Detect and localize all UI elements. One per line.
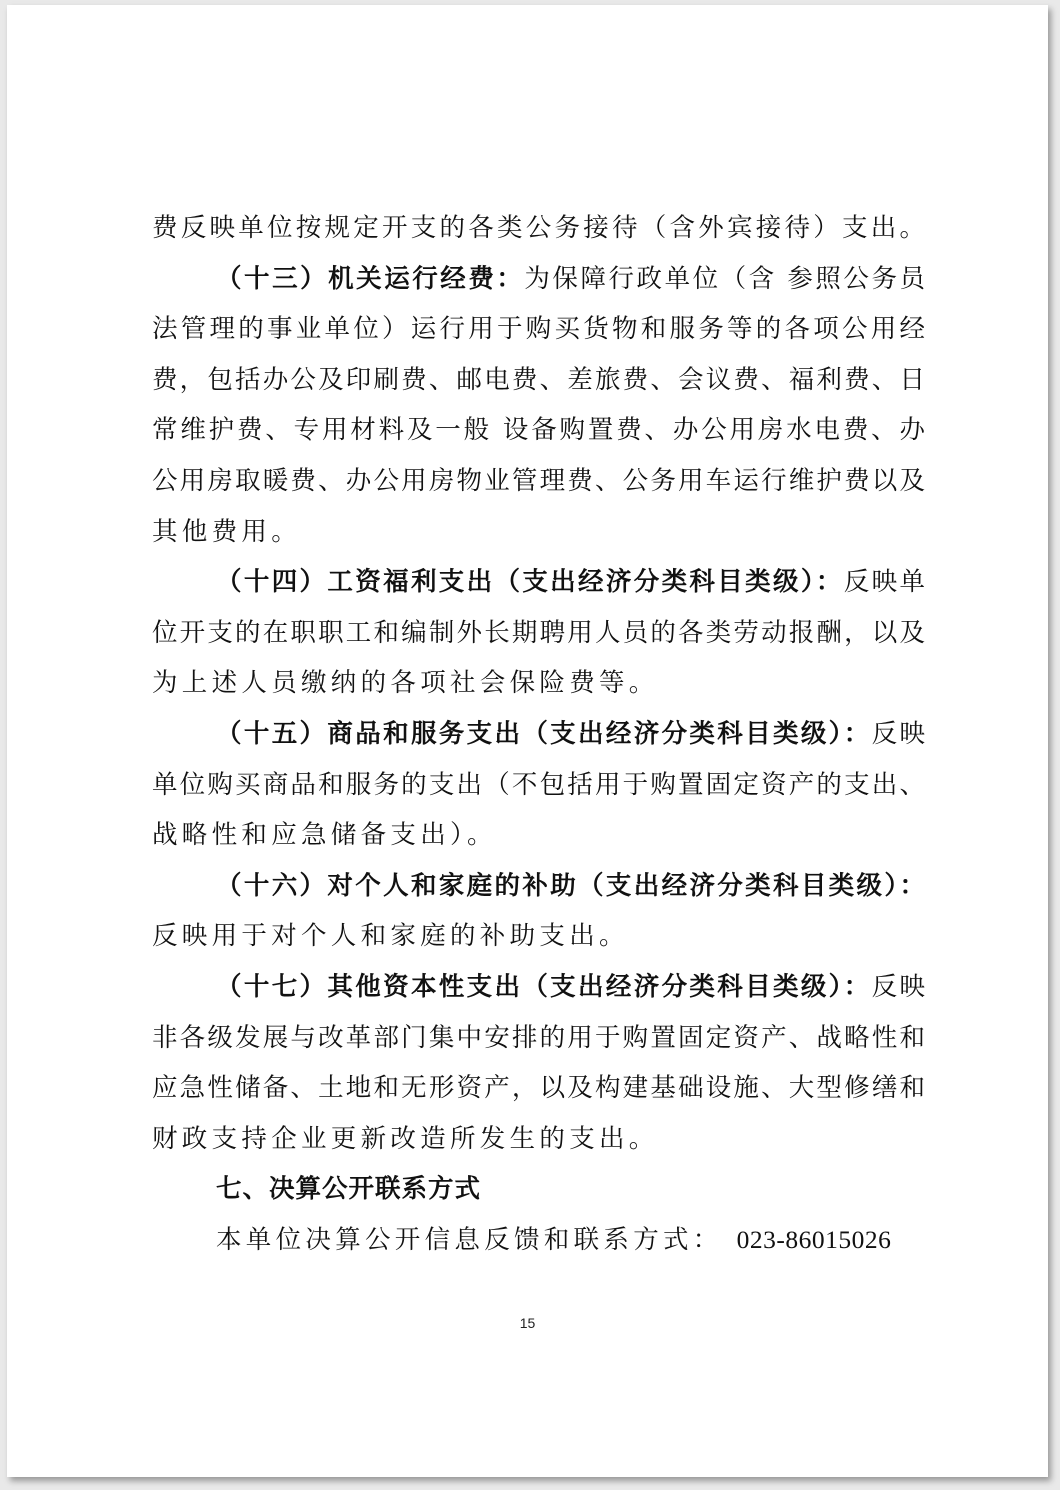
contact-line [152,1215,925,1266]
item-16-first-line [152,861,925,912]
document-page [7,5,1048,1477]
paragraph-line: 单位购买商品和服务的支出（不包括用于购置固定资产的支出、 [152,769,925,800]
paragraph-line: 法管理的事业单位）运行用于购买货物和服务等的各项公用经 [152,314,925,345]
paragraph-line: 公用房取暖费、办公用房物业管理费、公务用车运行维护费以及 [152,465,925,496]
item-17-first-line [152,962,925,1013]
item-16-title: （十六）对个人和家庭的补助（支出经济分类科目类级）： [216,870,925,901]
item-17-text: 反映 [871,971,925,1002]
item-15-first-line [152,709,925,760]
paragraph-line: 财政支持企业更新改造所发生的支出。 [152,1123,659,1154]
item-14-text: 反映单 [843,567,925,598]
item-15-title: （十五）商品和服务支出（支出经济分类科目类级）： [216,718,872,749]
item-13-text: 为保障行政单位（含 参照公务员 [524,263,925,294]
paragraph-line: 常维护费、专用材料及一般 设备购置费、办公用房水电费、办 [152,415,925,446]
paragraph-line: 应急性储备、土地和无形资产，以及构建基础设施、大型修缮和 [152,1073,925,1104]
contact-label: 本单位决算公开信息反馈和联系方式： [216,1224,723,1255]
item-13-title: （十三）机关运行经费： [216,263,525,294]
paragraph-line: 为上述人员缴纳的各项社会保险费等。 [152,668,659,699]
item-14-first-line [152,557,925,608]
item-14-title: （十四）工资福利支出（支出经济分类科目类级）： [216,567,844,598]
paragraph-line: 费，包括办公及印刷费、邮电费、差旅费、会议费、福利费、日 [152,364,925,395]
paragraph-line: 费反映单位按规定开支的各类公务接待（含外宾接待）支出。 [152,213,925,243]
paragraph-line: 其他费用。 [152,516,302,547]
paragraph-line: 位开支的在职职工和编制外长期聘用人员的各类劳动报酬，以及 [152,617,925,648]
item-17-title: （十七）其他资本性支出（支出经济分类科目类级）： [216,971,872,1002]
document-body [152,203,925,1265]
paragraph-line: 反映用于对个人和家庭的补助支出。 [152,921,629,952]
contact-number: 023-86015026 [736,1224,892,1254]
item-15-text: 反映 [871,718,925,749]
item-13-first-line [152,254,925,305]
paragraph-line: 战略性和应急储备支出）。 [152,820,497,851]
paragraph-line: 非各级发展与改革部门集中安排的用于购置固定资产、战略性和 [152,1022,925,1053]
page-number: 15 [519,1315,536,1331]
section-heading: 七、决算公开联系方式 [216,1174,482,1205]
